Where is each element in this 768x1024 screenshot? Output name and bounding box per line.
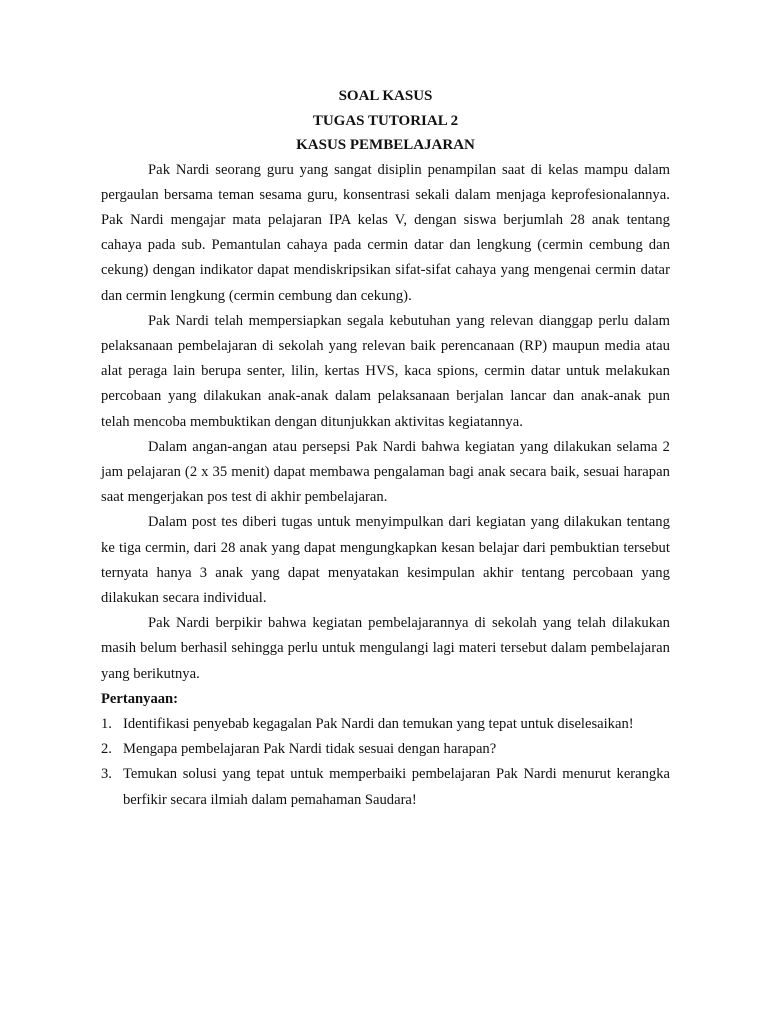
question-text: Mengapa pembelajaran Pak Nardi tidak sesuai dengan harapan? bbox=[123, 741, 497, 758]
question-list bbox=[101, 712, 670, 813]
case-paragraph-4: Dalam post tes diberi tugas untuk menyimpulkan dari kegiatan yang dilakukan tentang ke tiga cermin, dari 28 anak yang dapat mengungkapkan kesan belajar dari pembuktian tersebut ternyata hanya 3 anak yang dapat menyatakan kesimpulan akhir tentang percobaan yang dilakukan secara individual. bbox=[101, 514, 670, 606]
question-text: Identifikasi penyebab kegagalan Pak Nardi dan temukan yang tepat untuk diselesaikan! bbox=[123, 715, 634, 732]
question-item-2 bbox=[101, 737, 670, 762]
question-text: Temukan solusi yang tepat untuk memperbaiki pembelajaran Pak Nardi menurut kerangka berfikir secara ilmiah dalam pemahaman Saudara! bbox=[123, 766, 670, 808]
question-item-3 bbox=[101, 762, 670, 812]
question-item-1 bbox=[101, 712, 670, 737]
question-number: 1. bbox=[101, 715, 112, 732]
case-paragraph-1: Pak Nardi seorang guru yang sangat disiplin penampilan saat di kelas mampu dalam pergaulan bersama teman sesama guru, konsentrasi sekali dalam menjaga keprofesionalannya. Pak Nardi mengajar mata pelajaran IPA kelas V, dengan siswa berjumlah 28 anak tentang cahaya pada sub. Pemantulan cahaya pada cermin datar dan lengkung (cermin cembung dan cekung) dengan indikator dapat mendiskripsikan sifat-sifat cahaya yang mengenai cermin datar dan cermin lengkung (cermin cembung dan cekung). bbox=[101, 161, 670, 304]
document-page bbox=[101, 84, 670, 813]
question-number: 2. bbox=[101, 741, 112, 758]
question-number: 3. bbox=[101, 766, 112, 783]
case-title: KASUS PEMBELAJARAN bbox=[296, 137, 475, 153]
document-subtitle: TUGAS TUTORIAL 2 bbox=[312, 112, 459, 129]
questions-heading: Pertanyaan: bbox=[101, 690, 179, 707]
case-paragraph-5: Pak Nardi berpikir bahwa kegiatan pembelajarannya di sekolah yang telah dilakukan masih belum berhasil sehingga perlu untuk mengulangi lagi materi tersebut dalam pembelajaran yang berikutnya. bbox=[101, 615, 670, 682]
case-paragraph-2: Pak Nardi telah mempersiapkan segala kebutuhan yang relevan dianggap perlu dalam pelaksanaan pembelajaran di sekolah yang relevan baik perencanaan (RP) maupun media atau alat peraga lain berupa senter, lilin, kertas HVS, kaca spions, cermin datar untuk melakukan percobaan yang dilakukan anak-anak dalam pelaksanaan berjalan lancar dan anak-anak pun telah mencoba membuktikan dengan ditunjukkan aktivitas kegiatannya. bbox=[101, 312, 670, 430]
case-paragraph-3: Dalam angan-angan atau persepsi Pak Nardi bahwa kegiatan yang dilakukan selama 2 jam pelajaran (2 x 35 menit) dapat membawa pengalaman bagi anak secara baik, sesuai harapan saat mengerjakan pos test di akhir pembelajaran. bbox=[101, 438, 670, 506]
document-title: SOAL KASUS bbox=[338, 88, 433, 104]
